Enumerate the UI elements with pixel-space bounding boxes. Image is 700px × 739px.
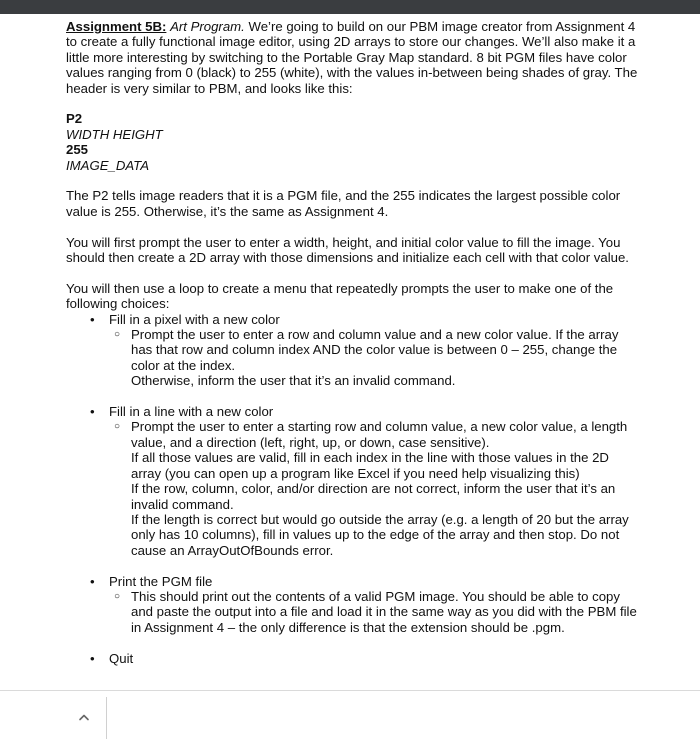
menu-intro: You will then use a loop to create a menu that repeatedly prompts the user to make one of the following choices:: [66, 280, 614, 312]
intro-text: We’re going to build on our PBM image creator from Assignment 4 to create a fully functional image editor, using 2D arrays to store our changes. We’ll also make it a little more interesting by switching to the Portable Gray Map standard. 8 bit PGM files have color values ranging from 0 (black) to 255 (white), with the values in-between being shades of gray. The header is very similar to PBM, and looks like this:: [66, 19, 638, 96]
header-line-dimensions: WIDTH HEIGHT: [66, 126, 163, 142]
intro-paragraph: [66, 19, 638, 96]
top-toolbar: [0, 0, 700, 14]
bullet-glyph: •: [90, 650, 95, 666]
list-item-fill-pixel: [66, 312, 638, 389]
quit-label: Quit: [109, 650, 134, 666]
fill-line-label: Fill in a line with a new color: [109, 404, 274, 420]
prompt-explanation: You will first prompt the user to enter a width, height, and initial color value to fill the image. You should then create a 2D array with those dimensions and initialize each cell with that color value.: [66, 234, 629, 266]
circle-glyph: ○: [114, 329, 121, 341]
list-item-fill-line: [66, 404, 638, 558]
bullet-glyph: •: [90, 404, 95, 420]
bullet-glyph: •: [90, 573, 95, 589]
sub-item-print-pgm: [109, 589, 638, 635]
collapse-button[interactable]: [72, 705, 96, 729]
circle-glyph: ○: [114, 421, 121, 433]
print-pgm-label: Print the PGM file: [109, 573, 213, 589]
chevron-up-icon: [78, 713, 90, 721]
fill-line-edge: If the length is correct but would go outside the array (e.g. a length of 20 but the array only has 10 columns), fill in values up to the edge of the array and then stop. Do not cause an ArrayOutOfBounds error.: [131, 511, 629, 558]
assignment-subtitle: Art Program.: [170, 19, 245, 34]
print-pgm-detail: This should print out the contents of a valid PGM image. You should be able to copy and paste the output into a file and load it in the same way as you did with the PBM file in Assignment 4 – the only difference is that the extension should be .pgm.: [131, 588, 637, 635]
p2-explanation: The P2 tells image readers that it is a PGM file, and the 255 indicates the largest possible color value is 255. Otherwise, it’s the same as Assignment 4.: [66, 188, 621, 219]
list-item-print-pgm: [66, 574, 638, 636]
pgm-header-example: [66, 111, 638, 173]
assignment-title: Assignment 5B:: [66, 19, 167, 34]
fill-pixel-otherwise: Otherwise, inform the user that it’s an invalid command.: [131, 373, 456, 389]
fill-line-prompt: Prompt the user to enter a starting row and column value, a new color value, a length value, and a direction (left, right, up, or down, case sensitive).: [131, 419, 628, 450]
header-line-p2: P2: [66, 111, 83, 127]
sub-item-fill-pixel: [109, 327, 638, 389]
bullet-glyph: •: [90, 311, 95, 327]
sub-item-fill-line: [109, 419, 638, 558]
list-item-quit: [66, 651, 638, 666]
assignment-document: [66, 19, 638, 666]
bottom-divider: [0, 690, 700, 691]
fill-pixel-label: Fill in a pixel with a new color: [109, 311, 280, 327]
header-line-maxval: 255: [66, 142, 89, 158]
vertical-separator: [106, 697, 107, 739]
menu-choices-list: [66, 312, 638, 666]
fill-pixel-detail: Prompt the user to enter a row and column value and a new color value. If the array has that row and column index AND the color value is between 0 – 255, change the color at the index.: [131, 327, 619, 373]
fill-line-invalid: If the row, column, color, and/or direction are not correct, inform the user that it’s an invalid command.: [131, 481, 616, 512]
header-line-data: IMAGE_DATA: [66, 157, 150, 173]
circle-glyph: ○: [114, 590, 121, 602]
fill-line-valid: If all those values are valid, fill in each index in the line with those values in the 2D array (you can open up a program like Excel if you need help visualizing this): [131, 450, 609, 481]
